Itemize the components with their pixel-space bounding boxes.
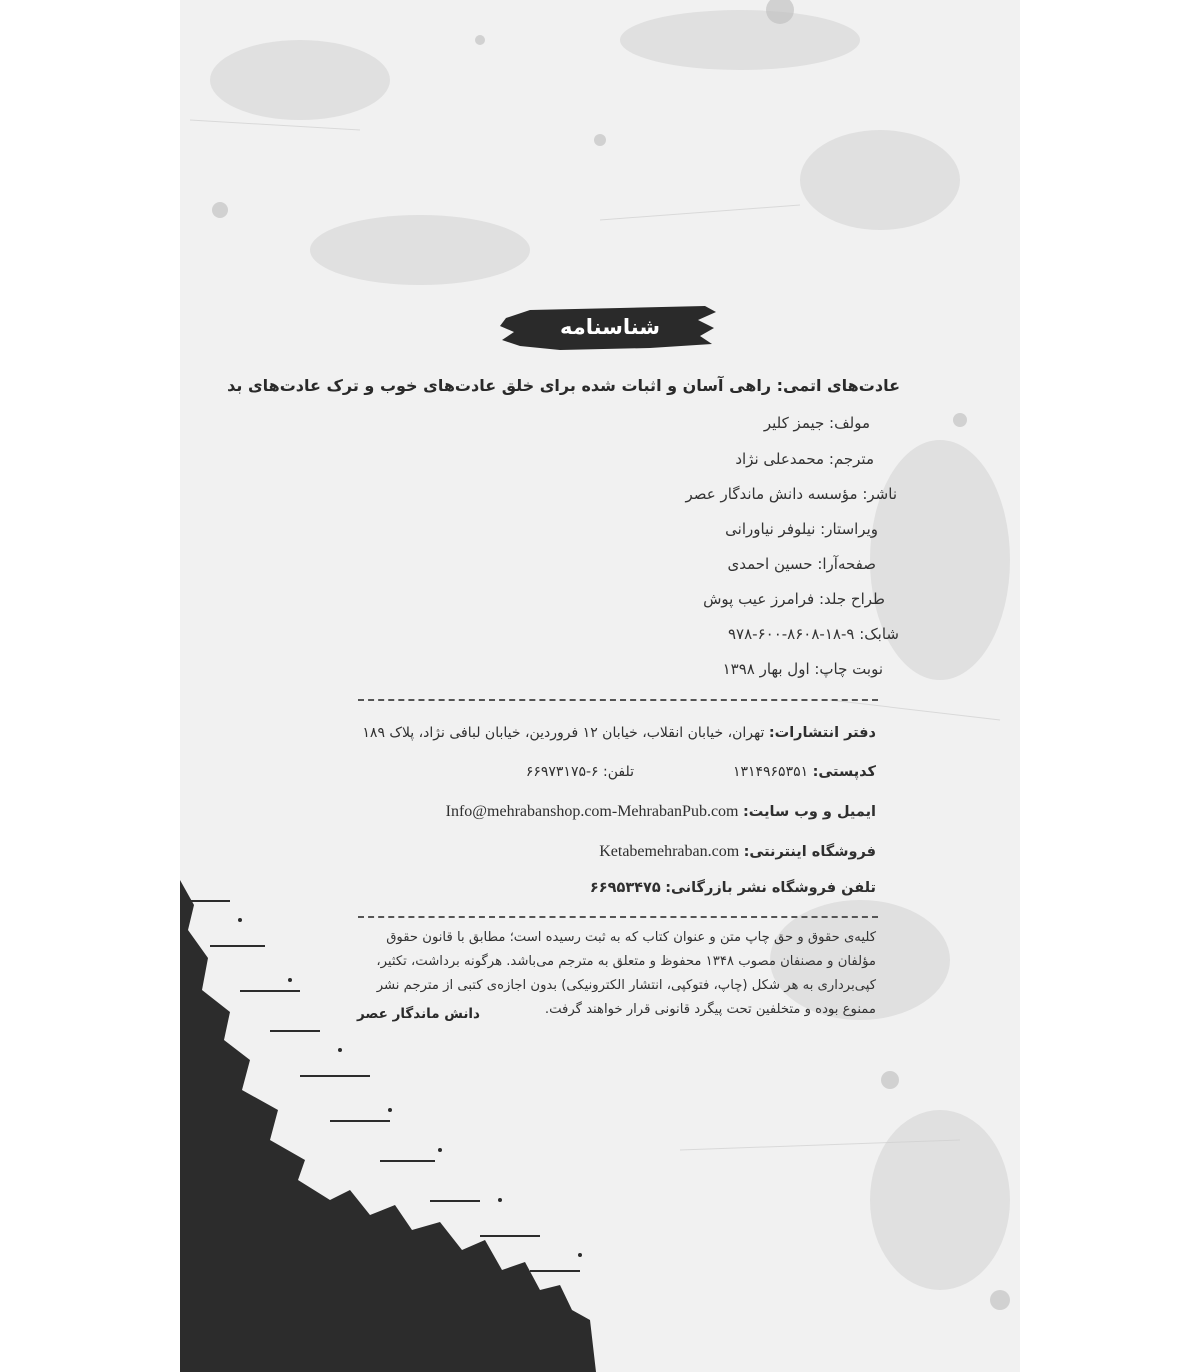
email-value: Info@mehrabanshop.com-MehrabanPub.com <box>445 803 739 820</box>
copyright-signature: دانش ماندگار عصر <box>356 1006 480 1022</box>
layout-designer-line: صفحه‌آرا: حسین احمدی <box>727 555 876 573</box>
cover-designer-line: طراح جلد: فرامرز عیب پوش <box>703 590 885 608</box>
isbn-line: شابک: ۹-۱۸-۸۶۰۸-۶۰۰-۹۷۸ <box>727 625 899 643</box>
dashed-divider-bottom <box>358 916 878 918</box>
office-address-row <box>316 725 876 741</box>
author-line: مولف: جیمز کلیر <box>763 414 870 432</box>
office-value: تهران، خیابان انقلاب، خیابان ۱۲ فروردین، خیابان لبافی نژاد، پلاک ۱۸۹ <box>362 725 765 741</box>
copyright-notice: کلیه‌ی حقوق و حق چاپ متن و عنوان کتاب که به ثبت رسیده است؛ مطابق با قانون حقوق مؤلفان و مصنفان مصوب ۱۳۴۸ محفوظ و متعلق به مترجم می‌باشد. هرگونه برداشت، تکثیر، کپی‌برداری به هر شکل (چاپ، فتوکپی، انتشار الکترونیکی) بدون اجازه‌ی کتبی از مترجم نشر ممنوع بوده و متخلفین تحت پیگرد قانونی قرار خواهند گرفت. <box>376 930 876 1017</box>
phone-label: تلفن: <box>603 764 635 780</box>
email-label: ایمیل و وب سایت: <box>742 804 876 820</box>
editor-line: ویراستار: نیلوفر نیاورانی <box>725 520 878 538</box>
email-website-row <box>316 803 876 821</box>
publisher-line: ناشر: مؤسسه دانش ماندگار عصر <box>685 485 897 503</box>
postal-label: کدپستی: <box>812 764 876 780</box>
postal-phone-row <box>316 764 876 780</box>
page-content <box>180 0 1020 1372</box>
online-shop-row <box>316 843 876 861</box>
office-label: دفتر انتشارات: <box>768 725 876 741</box>
postal-value: ۱۳۱۴۹۶۵۳۵۱ <box>732 764 809 780</box>
store-phone-row <box>316 880 876 896</box>
store-phone-value: ۶۶۹۵۳۴۷۵ <box>589 880 661 896</box>
book-page <box>180 0 1020 1372</box>
print-edition-line: نوبت چاپ: اول بهار ۱۳۹۸ <box>722 660 883 678</box>
online-shop-label: فروشگاه اینترنتی: <box>743 844 876 860</box>
page-title: شناسنامه <box>560 315 660 339</box>
translator-line: مترجم: محمدعلی نژاد <box>735 450 874 468</box>
store-phone-label: تلفن فروشگاه نشر بازرگانی: <box>665 880 876 896</box>
phone-value: ۶-۶۶۹۷۳۱۷۵ <box>525 764 599 780</box>
online-shop-value: Ketabemehraban.com <box>599 843 740 860</box>
book-title: عادت‌های اتمی: راهی آسان و اثبات شده برای خلق عادت‌های خوب و ترک عادت‌های بد <box>227 376 900 395</box>
dashed-divider-top <box>358 699 878 701</box>
